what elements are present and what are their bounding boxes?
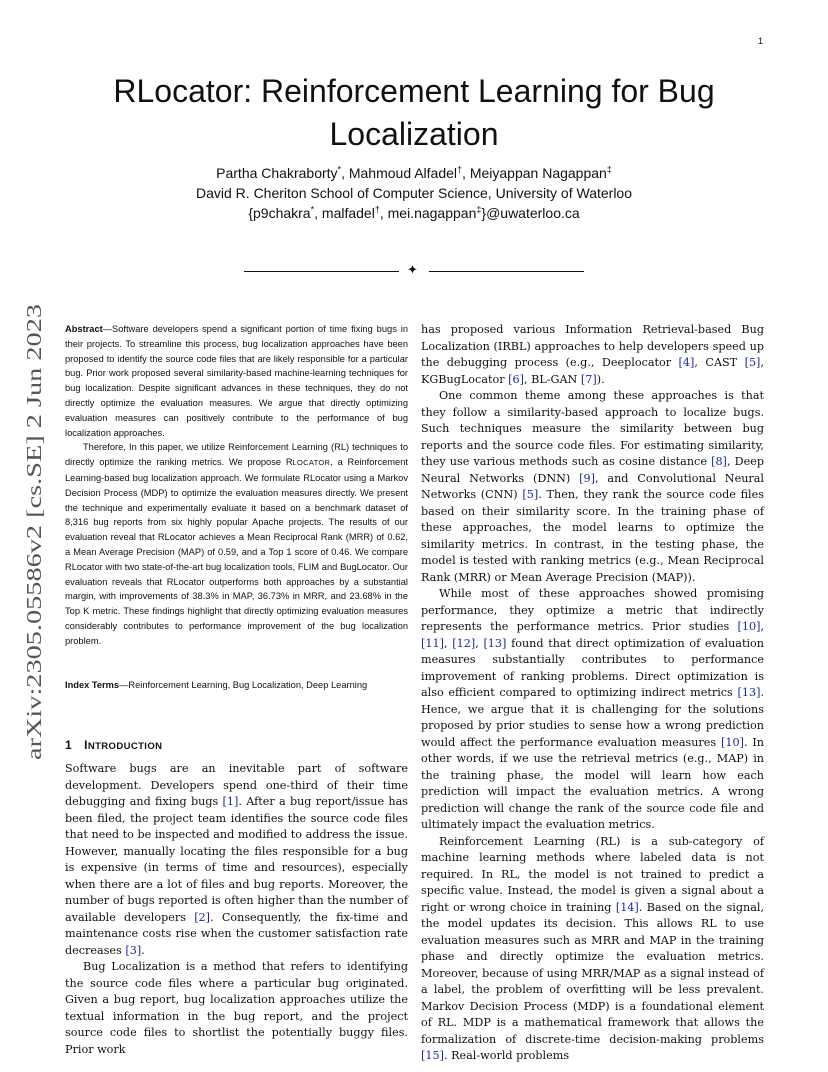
intro-paragraph-1 bbox=[65, 761, 408, 959]
email-mark: † bbox=[374, 204, 380, 215]
page-number: 1 bbox=[758, 36, 764, 46]
body-text: . bbox=[141, 943, 145, 957]
title-line-1: RLocator: Reinforcement Learning for Bug bbox=[113, 73, 715, 109]
author-name: Partha Chakraborty bbox=[216, 165, 338, 181]
divider-star-icon: ✦ bbox=[407, 263, 418, 278]
body-text: While most of these approaches showed promising performance, they optimize a metric that indirectly represents the performance metrics. Prior studies bbox=[421, 587, 764, 633]
body-text: . Real-world problems bbox=[443, 1049, 570, 1062]
citation-link[interactable]: [7] bbox=[580, 372, 597, 386]
body-text: , KGBugLocator bbox=[421, 356, 764, 386]
body-text: Software bugs are an inevitable part of software development. Developers spend one-third of their time debugging and fixing bugs bbox=[65, 762, 408, 808]
section-number: 1 bbox=[65, 738, 73, 752]
index-terms-label: Index Terms bbox=[65, 680, 120, 690]
intro-paragraph-3 bbox=[421, 388, 764, 586]
section-title-rest: NTRODUCTION bbox=[87, 741, 163, 752]
citation-link[interactable]: [5] bbox=[744, 356, 761, 369]
intro-paragraph-2: Bug Localization is a method that refers to identifying the source code files where a particular bug originated. Given a bug report, bug localization approaches utilize the textual information in the bug report, and the project source code files to shortlist the potentially buggy files. Prior work bbox=[65, 960, 408, 1056]
body-text: . Then, they rank the source code files based on their similarity score. In the training phase of these approaches, the model learns to optimize the similarity metrics. In contrast, in the testing phase, the model is tested with ranking metrics (e.g., Mean Reciprocal Rank (MRR) or Mean Average Precision (MAP)). bbox=[421, 488, 764, 584]
body-text: , and Convolutional Neural Networks (CNN) bbox=[421, 471, 764, 501]
citation-link[interactable]: [1] bbox=[222, 795, 239, 808]
citation-link[interactable]: [8] bbox=[711, 455, 727, 468]
body-text: has proposed various Information Retrieval-based Bug Localization (IRBL) approaches to help developers speed up the debugging process (e.g., Deeplocator bbox=[421, 323, 764, 369]
intro-paragraph-5 bbox=[421, 834, 764, 1065]
email-text: }@uwaterloo.ca bbox=[481, 205, 580, 221]
abstract-paragraph-1 bbox=[65, 322, 408, 440]
body-text: , bbox=[760, 620, 764, 633]
abstract-smallcaps: LOCATOR bbox=[292, 458, 331, 468]
citation-link[interactable]: [4] bbox=[678, 356, 695, 369]
section-title-cap: I bbox=[84, 738, 88, 752]
citation-link[interactable]: [12] bbox=[452, 636, 476, 650]
author-emails bbox=[80, 203, 748, 223]
citation-link[interactable]: [6] bbox=[508, 372, 524, 386]
intro-paragraph-2-cont bbox=[421, 322, 764, 388]
paper-title bbox=[80, 70, 748, 156]
abstract-paragraph-2 bbox=[65, 440, 408, 648]
index-terms bbox=[65, 678, 408, 693]
citation-link[interactable]: [2] bbox=[194, 910, 211, 924]
body-text: , Deep Neural Networks (DNN) bbox=[421, 455, 764, 485]
divider-rule-left bbox=[244, 271, 399, 272]
email-text: {p9chakra bbox=[248, 205, 311, 221]
author-mark: * bbox=[337, 164, 342, 175]
author-name: Meiyappan Nagappan bbox=[469, 165, 607, 181]
citation-link[interactable]: [13] bbox=[483, 636, 507, 650]
body-text: . In other words, if we use the retrieval metrics (e.g., MAP) in the training phase, the model will learn how each prediction will impact the evaluation metrics. A wrong prediction will change the rank of the source code file and ultimately impact the evaluation metrics. bbox=[421, 735, 764, 831]
body-text: . Based on the signal, the model updates its decision. This allows RL to use evaluation measures such as MRR and MAP in the training phase and directly optimize the evaluation metrics. Moreover, because of using MRR/MAP as a signal instead of a label, the problem of overfitting will be less prevalent. Markov Decision Process (MDP) is a foundational element of RL. MDP is a mathematical framework that allows the formalization of discrete-time decision-making problems bbox=[421, 900, 765, 1046]
intro-paragraph-4 bbox=[421, 586, 764, 834]
body-text: , BL-GAN bbox=[523, 372, 581, 386]
citation-link[interactable]: [11] bbox=[421, 636, 444, 650]
email-text: , malfadel bbox=[314, 205, 375, 221]
abstract-dash: — bbox=[102, 324, 113, 334]
author-block bbox=[80, 163, 748, 223]
abstract-text: Software developers spend a significant portion of time fixing bugs in their projects. To streamline this process, bug localization approaches have been proposed to identify the source code files that are likely responsible for a particular bug. Prior work proposed several similarity-based machine-learning techniques for bug localization. Despite significant advances in these techniques, they do not directly optimize the evaluation measures. We argue that directly optimizing evaluation measures can positively contribute to the performance of bug localization approaches. bbox=[65, 324, 408, 438]
intro-left-column bbox=[65, 761, 408, 1058]
body-text: One common theme among these approaches is that they follow a similarity-based approach to localize bugs. Such techniques measure the similarity between bug reports and the source code files. For estimating similarity, they use various methods such as cosine distance bbox=[421, 389, 764, 468]
divider-rule-right bbox=[429, 271, 584, 272]
citation-link[interactable]: [15] bbox=[421, 1049, 444, 1062]
abstract-label: Abstract bbox=[65, 324, 103, 334]
title-divider bbox=[244, 264, 584, 280]
citation-link[interactable]: [14] bbox=[615, 900, 639, 914]
citation-link[interactable]: [10] bbox=[737, 620, 761, 633]
separator: , bbox=[462, 165, 470, 181]
separator: , bbox=[341, 165, 349, 181]
citation-link[interactable]: [10] bbox=[721, 735, 744, 749]
author-names bbox=[80, 163, 748, 183]
body-text: . Consequently, the fix-time and maintenance costs rise when the customer satisfaction rate decreases bbox=[65, 910, 408, 957]
title-line-2: Localization bbox=[329, 116, 499, 152]
citation-link[interactable]: [5] bbox=[522, 488, 539, 501]
arxiv-sidebar-stamp bbox=[22, 300, 48, 760]
email-mark: * bbox=[310, 204, 315, 215]
body-text: , CAST bbox=[694, 356, 745, 369]
body-text: , bbox=[443, 636, 453, 650]
body-text: , bbox=[475, 636, 484, 650]
abstract bbox=[65, 322, 408, 649]
email-text: , mei.nagappan bbox=[379, 205, 477, 221]
citation-link[interactable]: [9] bbox=[579, 471, 596, 485]
author-name: Mahmoud Alfadel bbox=[348, 165, 458, 181]
abstract-text: Therefore, In this paper, we utilize Reinforcement Learning (RL) techniques to directly optimize the ranking metrics. We propose R bbox=[65, 442, 408, 468]
body-text: Reinforcement Learning (RL) is a sub-category of machine learning methods where labeled data is not required. In RL, the model is not trained to predict a specific value. Instead, the model is given a signal about a right or wrong choice in training bbox=[421, 834, 764, 914]
abstract-text: , a Reinforcement Learning-based bug localization approach. We formulate RLocator using a Markov Decision Process (MDP) to optimize the evaluation measures directly. We present the technique and experimentally evaluate it based on a benchmark dataset of 8,316 bug reports from six highly popular Apache projects. The results of our evaluation reveal that RLocator achieves a Mean Reciprocal Rank (MRR) of 0.62, a Mean Average Precision (MAP) of 0.59, and a Top 1 score of 0.46. We compare RLocator with two state-of-the-art bug localization tools, FLIM and BugLocator. Our evaluation reveals that RLocator outperforms both approaches by a substantial margin, with improvements of 38.3% in MAP, 36.73% in MRR, and 23.68% in the Top K metric. These findings highlight that directly optimizing evaluation measures considerably contributes to performance improvement of the bug localization problem. bbox=[65, 457, 408, 646]
index-terms-text: —Reinforcement Learning, Bug Localization, Deep Learning bbox=[119, 680, 368, 690]
arxiv-identifier: arXiv:2305.05586v2 [cs.SE] 2 Jun 2023 bbox=[22, 421, 46, 760]
email-mark: ‡ bbox=[476, 204, 482, 215]
author-mark: ‡ bbox=[606, 164, 612, 175]
intro-right-column bbox=[421, 322, 764, 1065]
affiliation: David R. Cheriton School of Computer Science, University of Waterloo bbox=[196, 185, 632, 201]
body-text: . Hence, we argue that it is challenging for the solutions proposed by prior studies to sense how a wrong prediction would affect the performance evaluation measures bbox=[421, 686, 764, 749]
body-text: . After a bug report/issue has been filed, the project team identifies the source code files that need to be inspected and modified to address the issue. However, manually locating the files responsible for a bug is expensive (in terms of time and resources), especially when there are a lot of files and bug reports. Moreover, the number of bugs reported is often higher than the number of available developers bbox=[65, 795, 408, 924]
citation-link[interactable]: [13] bbox=[737, 686, 761, 699]
citation-link[interactable]: [3] bbox=[125, 943, 142, 957]
author-mark: † bbox=[457, 164, 463, 175]
section-heading-introduction bbox=[65, 738, 162, 752]
body-text: found that direct optimization of evaluation measures substantially contributes to performance improvement of ranking problems. Direct optimization is also efficient compared to optimizing indirect metrics bbox=[421, 636, 764, 699]
body-text: ). bbox=[596, 372, 605, 386]
